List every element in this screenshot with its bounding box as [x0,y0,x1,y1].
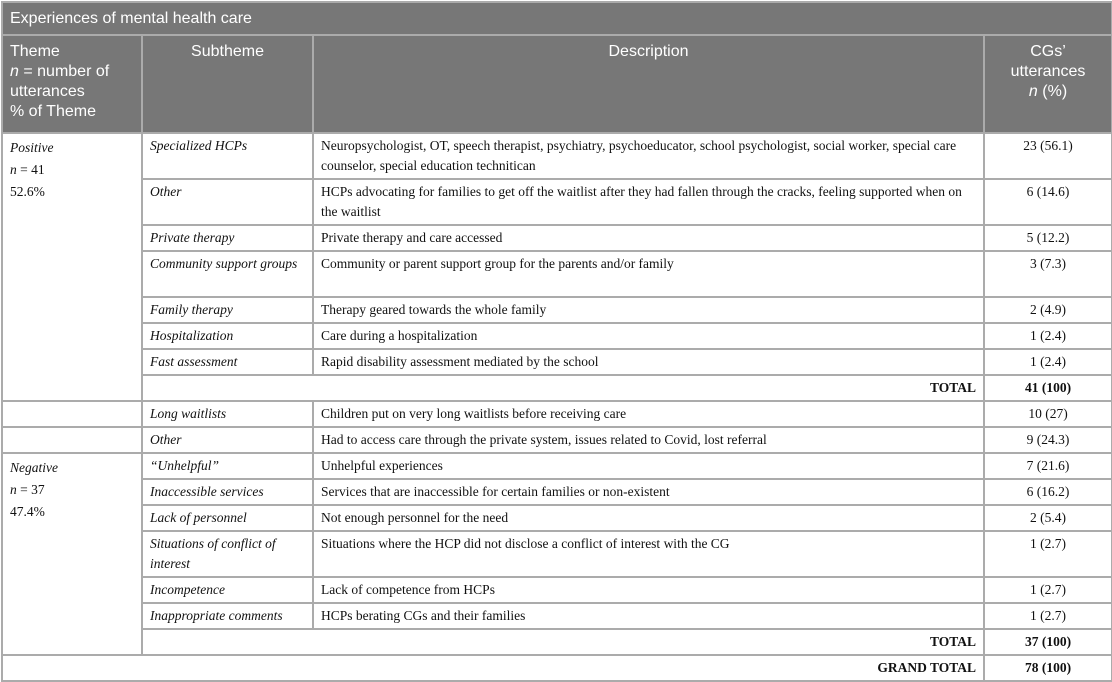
experiences-table [1,1,1112,682]
subtheme-cell: Hospitalization [142,323,313,349]
table-row [2,603,1112,629]
table-title: Experiences of mental health care [2,2,1112,35]
table-row [2,323,1112,349]
description-cell: Unhelpful experiences [313,453,984,479]
theme-empty-cell [2,401,142,427]
subtheme-cell: Other [142,427,313,453]
description-cell: Rapid disability assessment mediated by the school [313,349,984,375]
subtheme-cell: Community support groups [142,251,313,297]
count-cell: 9 (24.3) [984,427,1112,453]
table-row [2,505,1112,531]
count-cell: 2 (5.4) [984,505,1112,531]
theme-n: n = 37 [10,482,45,497]
count-cell: 1 (2.7) [984,531,1112,577]
description-cell: Had to access care through the private system, issues related to Covid, lost referral [313,427,984,453]
grand-total-label: GRAND TOTAL [2,655,984,681]
subtheme-cell: Lack of personnel [142,505,313,531]
subtheme-cell: Private therapy [142,225,313,251]
description-cell: Not enough personnel for the need [313,505,984,531]
count-cell: 5 (12.2) [984,225,1112,251]
header-row [2,35,1112,133]
table-row [2,577,1112,603]
theme-percent: 52.6% [10,184,45,199]
table-row [2,453,1112,479]
description-cell: Therapy geared towards the whole family [313,297,984,323]
header-theme [2,35,142,133]
total-row-negative [2,629,1112,655]
count-cell: 23 (56.1) [984,133,1112,179]
count-cell: 1 (2.4) [984,349,1112,375]
theme-label: Positive [10,140,54,155]
table-row [2,349,1112,375]
count-cell: 10 (27) [984,401,1112,427]
description-cell: Situations where the HCP did not disclose a conflict of interest with the CG [313,531,984,577]
header-theme-line2: n = number of [10,63,110,80]
table-row [2,401,1112,427]
total-label: TOTAL [142,375,984,401]
description-cell: Neuropsychologist, OT, speech therapist, psychiatry, psychoeducator, school psychologist, social worker, special care counselor, special education technitican [313,133,984,179]
subtheme-cell: Family therapy [142,297,313,323]
total-row-positive [2,375,1112,401]
theme-negative [2,453,142,655]
total-label: TOTAL [142,629,984,655]
table-row [2,251,1112,297]
subtheme-cell: Incompetence [142,577,313,603]
count-cell: 6 (16.2) [984,479,1112,505]
table-title-row [2,2,1112,35]
table-row [2,531,1112,577]
header-theme-line4: % of Theme [10,103,96,120]
description-cell: HCPs advocating for families to get off the waitlist after they had fallen through the cracks, feeling supported when on the waitlist [313,179,984,225]
theme-positive [2,133,142,401]
theme-label: Negative [10,460,58,475]
header-utterances: CGs’ utterances n (%) [984,35,1112,133]
description-cell: HCPs berating CGs and their families [313,603,984,629]
subtheme-cell: Long waitlists [142,401,313,427]
table-row [2,133,1112,179]
grand-total-row [2,655,1112,681]
subtheme-cell: Fast assessment [142,349,313,375]
total-value: 37 (100) [984,629,1112,655]
header-theme-line1: Theme [10,43,60,60]
theme-empty-cell [2,427,142,453]
description-cell: Children put on very long waitlists before receiving care [313,401,984,427]
grand-total-value: 78 (100) [984,655,1112,681]
subtheme-cell: Specialized HCPs [142,133,313,179]
count-cell: 2 (4.9) [984,297,1112,323]
description-cell: Services that are inaccessible for certain families or non-existent [313,479,984,505]
table-row [2,179,1112,225]
subtheme-cell: Situations of conflict of interest [142,531,313,577]
count-cell: 1 (2.7) [984,603,1112,629]
table-row [2,297,1112,323]
subtheme-cell: Inaccessible services [142,479,313,505]
subtheme-cell: Other [142,179,313,225]
table-row [2,427,1112,453]
description-cell: Private therapy and care accessed [313,225,984,251]
subtheme-cell: Inappropriate comments [142,603,313,629]
theme-percent: 47.4% [10,504,45,519]
description-cell: Care during a hospitalization [313,323,984,349]
subtheme-cell: “Unhelpful” [142,453,313,479]
count-cell: 1 (2.7) [984,577,1112,603]
count-cell: 3 (7.3) [984,251,1112,297]
header-description: Description [313,35,984,133]
count-cell: 1 (2.4) [984,323,1112,349]
theme-n: n = 41 [10,162,45,177]
description-cell: Community or parent support group for the parents and/or family [313,251,984,297]
table-row [2,479,1112,505]
count-cell: 6 (14.6) [984,179,1112,225]
total-value: 41 (100) [984,375,1112,401]
header-subtheme: Subtheme [142,35,313,133]
header-theme-line3: utterances [10,83,85,100]
count-cell: 7 (21.6) [984,453,1112,479]
description-cell: Lack of competence from HCPs [313,577,984,603]
table-row [2,225,1112,251]
